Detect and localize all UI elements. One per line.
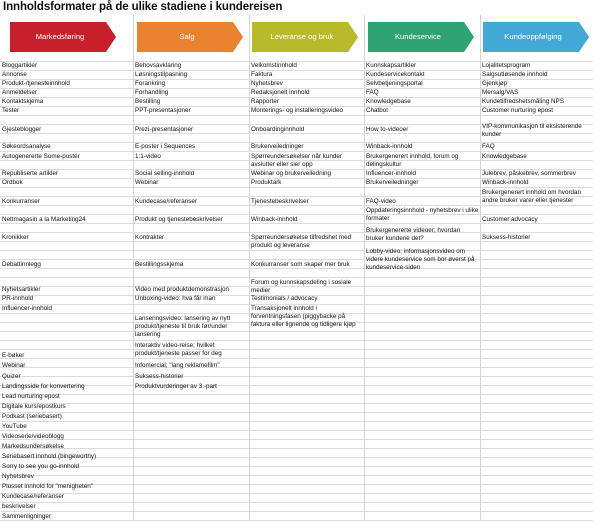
cell-markedsforing[interactable]: Quizer (2, 373, 21, 381)
cell-markedsforing[interactable]: Lead nurturing epost (2, 393, 60, 401)
cell-kundeservice[interactable]: Brukerveiledninger (366, 179, 419, 187)
cell-leveranse[interactable]: Brukerveiledninger (251, 143, 304, 151)
cell-salg[interactable]: Suksess-historier (135, 373, 184, 381)
cell-markedsforing[interactable]: Tester (2, 107, 20, 115)
cell-leveranse[interactable]: Spørreundersøkelse tilfredshet med produkt og leveranse (251, 234, 352, 250)
cell-markedsforing[interactable]: Nyhetsbrev (2, 473, 34, 481)
cell-salg[interactable]: Produkt og tjenestebeskrivelser (135, 216, 223, 224)
cell-markedsforing[interactable]: Sorry to see you go-innhold (2, 463, 80, 471)
cell-salg[interactable]: Behovsavklaring (135, 62, 182, 70)
cell-markedsforing[interactable]: Plusset innhold for "menigheten" (2, 483, 93, 491)
cell-salg[interactable]: Unboxing-video: hva får man (135, 295, 216, 303)
cell-leveranse[interactable]: Spørreundersøkelser når kunder avslutter eller sier opp (251, 153, 342, 169)
cell-kundeservice[interactable]: FAQ-video (366, 198, 396, 206)
cell-kundeoppfolging[interactable]: Lojalitetsprogram (482, 62, 531, 70)
cell-leveranse[interactable]: Konkurranser som skaper mer bruk (251, 260, 350, 268)
cell-markedsforing[interactable]: Gjesteblogger (2, 126, 42, 134)
cell-leveranse[interactable]: Produktark (251, 179, 282, 187)
stage-label: Salg (179, 32, 195, 41)
cell-markedsforing[interactable]: Sammenligninger (2, 513, 52, 521)
cell-leveranse[interactable]: Redaksjonelt innhold (251, 89, 310, 97)
cell-kundeoppfolging[interactable]: Suksess-historier (482, 234, 531, 242)
cell-markedsforing[interactable]: Annonse (2, 71, 27, 79)
cell-leveranse[interactable]: Velkomstinnhold (251, 62, 297, 70)
cell-leveranse[interactable]: Tjenestebeskrivelser (251, 198, 309, 206)
cell-markedsforing[interactable]: PR-innhold (2, 295, 34, 303)
cell-markedsforing[interactable]: Ordbok (2, 179, 23, 187)
cell-markedsforing[interactable]: Landingsside for konvertering (2, 383, 85, 391)
cell-salg[interactable]: Bestilling (135, 98, 161, 106)
cell-markedsforing[interactable]: Podkast (seriebasert) (2, 413, 62, 421)
cell-salg[interactable]: Social selling-innhold (135, 170, 195, 178)
stage-label: Markedsføring (35, 32, 85, 41)
cell-kundeoppfolging[interactable]: Customer nurturing epost (482, 107, 554, 115)
cell-markedsforing[interactable]: Produkt-/tjenesteinnhold (2, 80, 70, 88)
cell-kundeoppfolging[interactable]: Kundetilfredshetsmåling NPS (482, 98, 564, 106)
cell-markedsforing[interactable]: Videoserie/videoblogg (2, 433, 64, 441)
cell-leveranse[interactable]: Nyhetsbrev (251, 80, 283, 88)
cell-markedsforing[interactable]: Autogenererte Some-poster (2, 153, 80, 161)
stage-label: Kundeoppfølging (504, 32, 562, 41)
cell-salg[interactable]: 1:1-video (135, 153, 161, 161)
cell-kundeservice[interactable]: Influencer-innhold (366, 170, 417, 178)
cell-leveranse[interactable]: Rapporter (251, 98, 280, 106)
cell-salg[interactable]: Forhandling (135, 89, 169, 97)
cell-markedsforing[interactable]: Nettmagasin a la Marketing24 (2, 216, 86, 224)
cell-markedsforing[interactable]: Republiserte artikler (2, 170, 58, 178)
cell-salg[interactable]: Lanseringsvideo: lansering av nytt produkt/tjeneste til bruk før/under lansering (135, 314, 231, 339)
cell-salg[interactable]: Webinar (135, 179, 159, 187)
cell-leveranse[interactable]: Faktura (251, 71, 273, 79)
cell-kundeoppfolging[interactable]: Salgsutløsende innhold (482, 71, 548, 79)
cell-kundeservice[interactable]: Kunnskapsartikler (366, 62, 417, 70)
cell-kundeservice[interactable]: FAQ (366, 89, 379, 97)
cell-kundeservice[interactable]: Brukergenererte videoer; hvordan bruker kundene det? (366, 227, 461, 243)
cell-markedsforing[interactable]: Anmeldelser (2, 89, 37, 97)
stage-label: Leveranse og bruk (270, 32, 334, 41)
stage-arrow-salg (137, 22, 243, 52)
cell-kundeoppfolging[interactable]: VIP-kommunikasjon til eksisterende kunder (482, 123, 582, 139)
row-gridline (0, 349, 593, 350)
cell-leveranse[interactable]: Testimonials / advocacy (251, 295, 318, 303)
stage-label: Kundeservice (394, 32, 441, 41)
stage-arrow-kundeoppfolging (483, 22, 589, 52)
cell-kundeoppfolging[interactable]: FAQ (482, 143, 495, 151)
cell-markedsforing[interactable]: beskrivelser (2, 503, 36, 511)
cell-salg[interactable]: Bestillingsskjema (135, 260, 184, 268)
cell-kundeoppfolging[interactable]: Customer advocacy (482, 216, 538, 224)
cell-leveranse[interactable]: Winback-innhold (251, 216, 298, 224)
cell-kundeservice[interactable]: Chatbot (366, 107, 389, 115)
cell-markedsforing[interactable]: Konkurranser (2, 198, 40, 206)
stage-arrow-markedsforing (10, 22, 116, 52)
cell-kundeservice[interactable]: Winback-innhold (366, 143, 413, 151)
cell-kundeoppfolging[interactable]: Julebrev, påskebrev, sommerbrev (482, 170, 576, 178)
cell-salg[interactable]: Løsningstilpasning (135, 71, 188, 79)
cell-markedsforing[interactable]: Nyhetsartikler (2, 286, 41, 294)
cell-kundeoppfolging[interactable]: Winback-innhold (482, 179, 529, 187)
stage-arrow-kundeservice (368, 22, 474, 52)
cell-markedsforing[interactable]: YouTube (2, 423, 27, 431)
cell-markedsforing[interactable]: Digitale kurs/epostkurs (2, 403, 66, 411)
cell-markedsforing[interactable]: Søkeordsanalyse (2, 143, 51, 151)
cell-kundeservice[interactable]: Knowledgebase (366, 98, 411, 106)
cell-salg[interactable]: Interaktiv video-reise; hvilket produkt/tjeneste passer for deg (135, 342, 222, 358)
row-gridline (0, 259, 593, 260)
cell-leveranse[interactable]: Onboardinginnhold (251, 126, 305, 134)
cell-leveranse[interactable]: Forum og kunnskapsdeling i sosiale medier (251, 279, 352, 295)
cell-leveranse[interactable]: Transaksjonelt innhold i forventningsfasen (piggybacke på faktura eller lignende og tidligere kjøp (251, 304, 356, 329)
cell-salg[interactable]: Infomercial; "lang reklamefilm" (135, 362, 220, 370)
cell-salg[interactable]: Kontrakter (135, 234, 165, 242)
cell-markedsforing[interactable]: Markedsundersøkelse (2, 443, 64, 451)
cell-kundeservice[interactable]: Brukergenerert innhold, forum og delingskultur (366, 153, 459, 169)
cell-kundeservice[interactable]: Kundeservicekontakt (366, 71, 425, 79)
cell-kundeservice[interactable]: Oppdateringsinnhold - nyhetsbrev i ulike formater (366, 207, 479, 223)
cell-kundeoppfolging[interactable]: Knowledgebase (482, 153, 527, 161)
cell-leveranse[interactable]: Webinar og brukerveiledning (251, 170, 332, 178)
cell-markedsforing[interactable]: Influencer-innhold (2, 304, 53, 312)
cell-markedsforing[interactable]: Webinar (2, 362, 26, 370)
cell-salg[interactable]: Produktvurderinger av 3.-part (135, 383, 217, 391)
cell-markedsforing[interactable]: Debattinnlegg (2, 260, 41, 268)
row-gridline (0, 340, 593, 341)
cell-salg[interactable]: Kundecase/referanser (135, 198, 197, 206)
cell-kundeoppfolging[interactable]: Mersalg/VAS (482, 89, 519, 97)
cell-markedsforing[interactable]: E-bøker (2, 352, 25, 360)
cell-kundeoppfolging[interactable]: Gjenkjøp (482, 80, 508, 88)
cell-kundeservice[interactable]: Selvbetjeningsportal (366, 80, 423, 88)
cell-salg[interactable]: Forankring (135, 80, 166, 88)
cell-markedsforing[interactable]: Kundecase/referanser (2, 493, 64, 501)
cell-markedsforing[interactable]: Seriebasert innhold (bingeworthy) (2, 453, 97, 461)
cell-markedsforing[interactable]: Kontaktskjema (2, 98, 44, 106)
cell-markedsforing[interactable]: Bloggartikler (2, 62, 37, 70)
cell-salg[interactable]: Prezi-presentasjoner (135, 126, 194, 134)
cell-kundeoppfolging[interactable]: Brukergenerert innhold om hvordan andre bruker varer eller tjenester (482, 188, 582, 205)
cell-salg[interactable]: Video med produktdemonstrasjon (135, 286, 230, 294)
cell-markedsforing[interactable]: Kronikker (2, 234, 29, 242)
cell-leveranse[interactable]: Monterings- og installeringsvideo (251, 107, 344, 115)
stage-arrow-leveranse (252, 22, 358, 52)
cell-kundeservice[interactable]: Lobby-video; informasjonsvideo om videre kundeservice som bor øverst på kundeservice-siden (366, 247, 475, 272)
cell-salg[interactable]: PPT-presentasjoner (135, 107, 191, 115)
sheet-title: Innholdsformater på de ulike stadiene i kundereisen (3, 1, 283, 13)
cell-kundeservice[interactable]: How to-videoer (366, 126, 409, 134)
cell-salg[interactable]: E-poster i Sequences (135, 143, 196, 151)
